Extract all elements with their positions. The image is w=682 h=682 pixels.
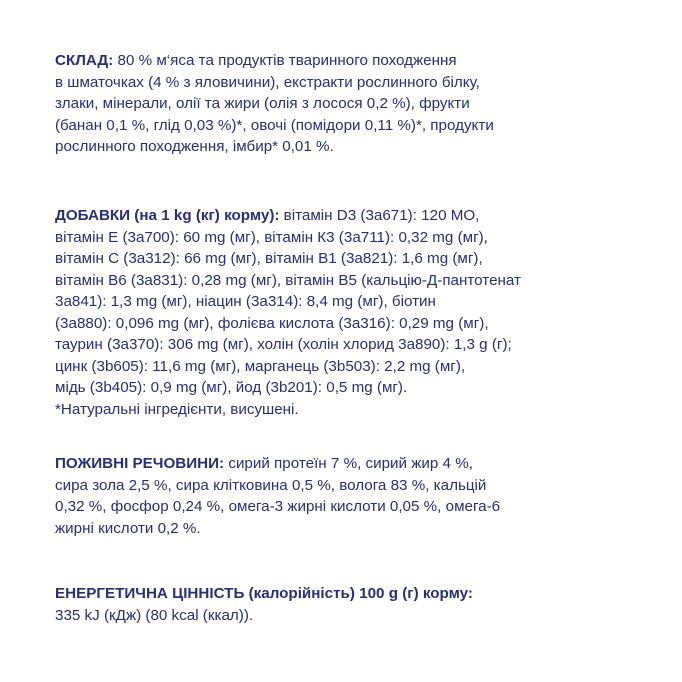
additives-text-1: вітамін D3 (3a671): 120 МО, bbox=[279, 207, 480, 224]
composition-text-3: злаки, мінерали, олії та жири (олія з лосося 0,2 %), фрукти bbox=[55, 95, 470, 112]
nutrients-label: ПОЖИВНІ РЕЧОВИНИ: bbox=[55, 455, 225, 472]
additives-text-4: вітамін В6 (3a831): 0,28 mg (мг), вітамін В5 (кальцію-Д-пантотенат bbox=[55, 271, 521, 289]
additives-text-7: таурин (3a370): 306 mg (мг), холін (холін хлорид 3a890): 1,3 g (г); bbox=[55, 336, 512, 353]
additives-text-5: 3a841): 1,3 mg (мг), ніацин (3a314): 8,4 mg (мг), біотин bbox=[55, 293, 436, 310]
composition-text-5: рослинного походження, імбир* 0,01 %. bbox=[55, 138, 334, 155]
composition-line-1 bbox=[55, 50, 630, 72]
additives-text-3: вітамін С (3a312): 66 mg (мг), вітамін В1 (3a821): 1,6 mg (мг), bbox=[55, 250, 483, 267]
composition-text-2: в шматочках (4 % з яловичини), екстракти рослинного білку, bbox=[55, 73, 480, 91]
nutrients-section bbox=[55, 453, 630, 539]
additives-text-2: вітамін Е (3a700): 60 mg (мг), вітамін К3 (3a711): 0,32 mg (мг), bbox=[55, 228, 488, 246]
additives-text-9: мідь (3b405): 0,9 mg (мг), йод (3b201): 0,5 mg (мг). bbox=[55, 379, 408, 396]
composition-text-1: 80 % м‘яса та продуктів тваринного походження bbox=[113, 52, 457, 69]
additives-label: ДОБАВКИ (на 1 kg (кг) корму): bbox=[55, 207, 280, 224]
energy-label: ЕНЕРГЕТИЧНА ЦІННІСТЬ (калорійність) 100 g (г) корму: bbox=[55, 585, 473, 602]
composition-text-4: (банан 0,1 %, глід 0,03 %)*, овочі (помідори 0,11 %)*, продукти bbox=[55, 116, 494, 134]
nutrients-text-4: жирні кислоти 0,2 %. bbox=[55, 519, 201, 537]
nutrients-line-1 bbox=[55, 453, 630, 475]
additives-text-8: цинк (3b605): 11,6 mg (мг), марганець (3b503): 2,2 mg (мг), bbox=[55, 357, 466, 375]
energy-text-1: 335 kJ (кДж) (80 kcal (ккал)). bbox=[55, 606, 254, 624]
nutrients-text-2: сира зола 2,5 %, сира клітковина 0,5 %, волога 83 %, кальцій bbox=[55, 476, 487, 494]
additives-footnote: *Натуральні інгредієнти, висушені. bbox=[55, 400, 299, 418]
energy-section bbox=[55, 583, 630, 626]
composition-label: СКЛАД: bbox=[55, 52, 114, 69]
nutrients-text-1: сирий протеїн 7 %, сирий жир 4 %, bbox=[224, 455, 473, 472]
additives-line-1 bbox=[55, 205, 630, 227]
composition-section bbox=[55, 50, 630, 158]
nutrients-text-3: 0,32 %, фосфор 0,24 %, омега-3 жирні кислоти 0,05 %, омега-6 bbox=[55, 498, 501, 515]
additives-text-6: (3a880): 0,096 mg (мг), фолієва кислота (3a316): 0,29 mg (мг), bbox=[55, 314, 489, 332]
additives-section bbox=[55, 205, 630, 420]
